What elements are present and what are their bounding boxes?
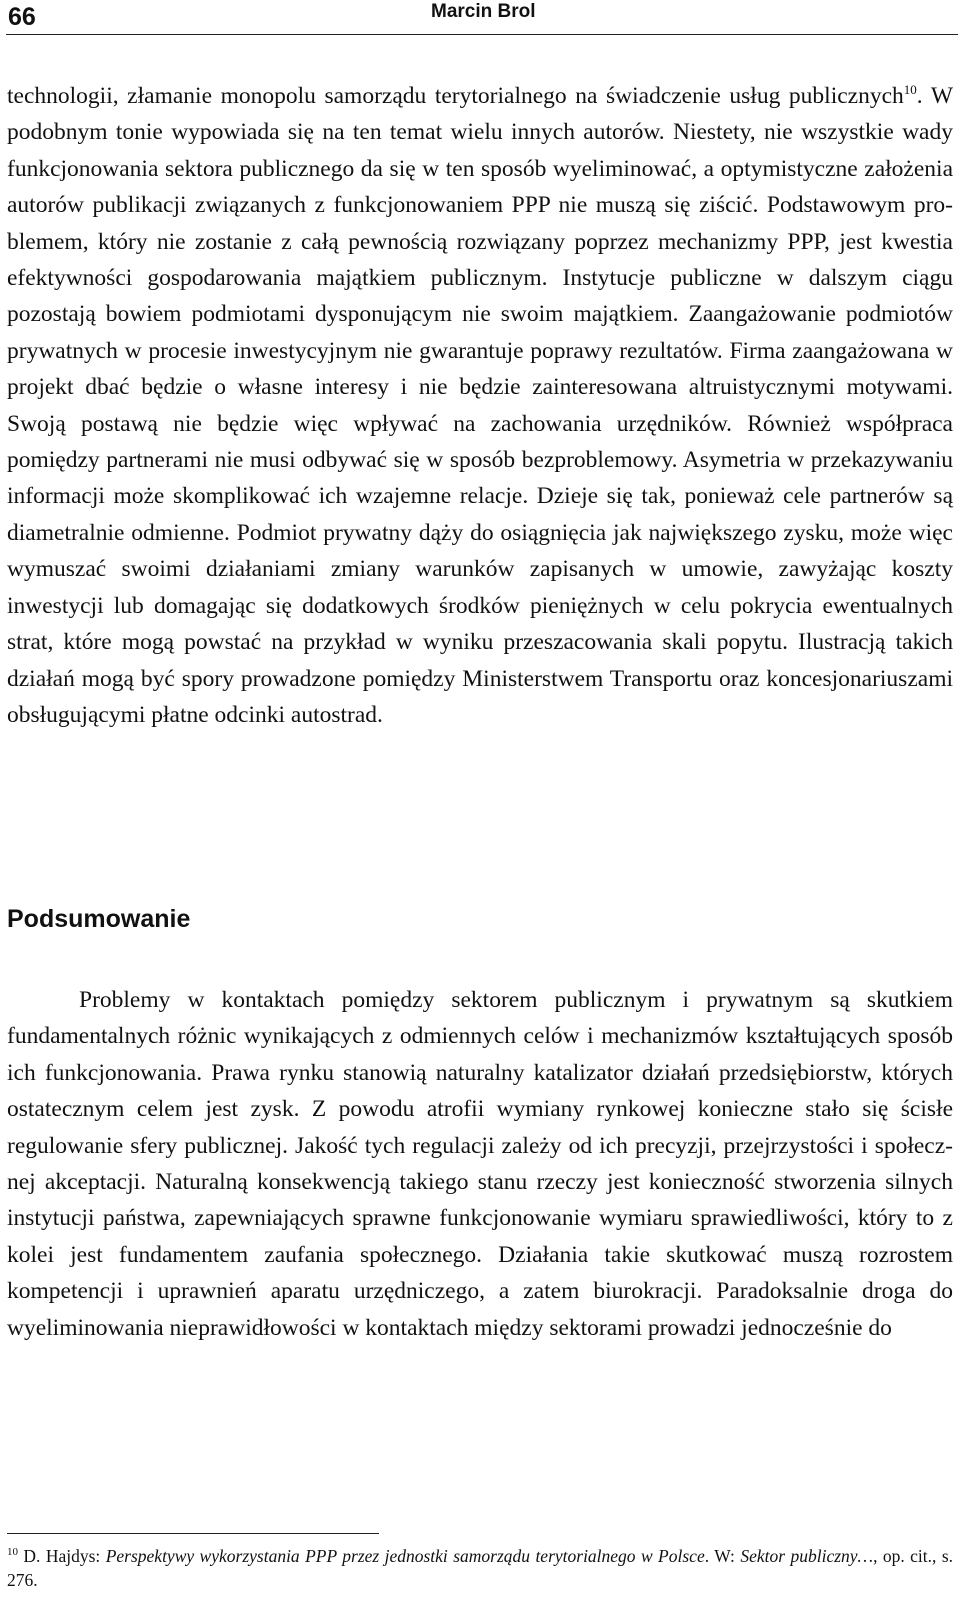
page-header — [6, 0, 958, 35]
footnote-title: Perspektywy wykorzystania PPP przez jednostki samorządu terytorialnego w Polsce — [105, 1546, 705, 1566]
footnote-separator — [7, 1533, 379, 1534]
running-head-author: Marcin Brol — [431, 1, 536, 22]
footnote-author: D. Hajdys: — [18, 1546, 106, 1566]
page-number: 66 — [8, 3, 36, 31]
footnote-source: Sektor publiczny… — [740, 1546, 874, 1566]
section-heading: Podsumowanie — [7, 905, 191, 933]
footnote-text: , op. cit., s. 276. — [7, 1546, 954, 1590]
body-paragraph — [7, 78, 953, 733]
paragraph-text: . W podobnym tonie wypowiada się na ten temat wielu innych autorów. Niestety, nie wszystkie wady funkcjonowania sektora publicznego da się w ten sposób wyeliminować, a optymistyczne założenia autorów publikacji związanych z funkcjonowaniem PPP nie muszą się ziścić. Podstawowym problemem, który nie zostanie z całą pewnością rozwiązany poprzez mechanizmy PPP, jest kwestia efektywności gospodarowania majątkiem publicznym. Instytucje publiczne w dalszym ciągu pozostają bowiem podmiotami dysponującym nie swoim majątkiem. Zaangażowanie podmiotów prywatnych w procesie inwestycyjnym nie gwarantuje poprawy rezultatów. Firma zaangażowana w projekt dbać będzie o własne interesy i nie będzie zainteresowana altruistycznymi motywami. Swoją postawą nie będzie więc wpływać na zachowania urzędników. Również współpraca pomiędzy partnerami nie musi odbywać się w sposób bezproblemowy. Asymetria w przekazywaniu informacji może skomplikować ich wzajemne relacje. Dzieje się tak, ponieważ cele partnerów są diametralnie odmienne. Podmiot prywatny dąży do osiągnięcia jak największego zysku, może więc wymuszać swoimi działaniami zmiany warunków zapisanych w umowie, zawyżając koszty inwestycji lub domagając się dodatkowych środków pieniężnych w celu pokrycia ewentualnych strat, które mogą powstać na przykład w wyniku przeszacowania skali popytu. Ilustracją takich działań mogą być spory prowadzone pomiędzy Ministerstwem Transportu oraz koncesjonariuszami obsługującymi płatne odcinki autostrad. — [7, 83, 953, 728]
body-paragraph: Problemy w kontaktach pomiędzy sektorem publicznym i prywatnym są skutkiem fundamentalnych różnic wynikających z odmiennych celów i mechanizmów kształtujących sposób ich funkcjonowania. Prawa rynku stanowią naturalny katalizator działań przedsiębiorstw, których ostatecznym celem jest zysk. Z powodu atrofii wymiany rynkowej konieczne stało się ścisłe regulowanie sfery publicznej. Jakość tych regulacji zależy od ich precyzji, przejrzystości i społecznej akceptacji. Naturalną konsekwencją takiego stanu rzeczy jest konieczność stworzenia silnych instytucji państwa, zapewniających sprawne funkcjonowanie wymiaru sprawiedliwości, który to z kolei jest fundamentem zaufania społecznego. Działania takie skutkować muszą rozrostem kompetencji i uprawnień aparatu urzędniczego, a zatem biurokracji. Paradoksalnie droga do wyeliminowania nieprawidłowości w kontaktach między sektorami prowadzi jednocześnie do — [7, 987, 953, 1341]
footnote-reference[interactable]: 10 — [903, 82, 917, 97]
paragraph-text: technologii, złamanie monopolu samorządu terytorialnego na świadczenie usług publicznych — [7, 83, 904, 109]
footnote-number: 10 — [7, 1546, 18, 1558]
footnote-text: . W: — [704, 1546, 741, 1566]
footnote — [7, 1545, 953, 1592]
